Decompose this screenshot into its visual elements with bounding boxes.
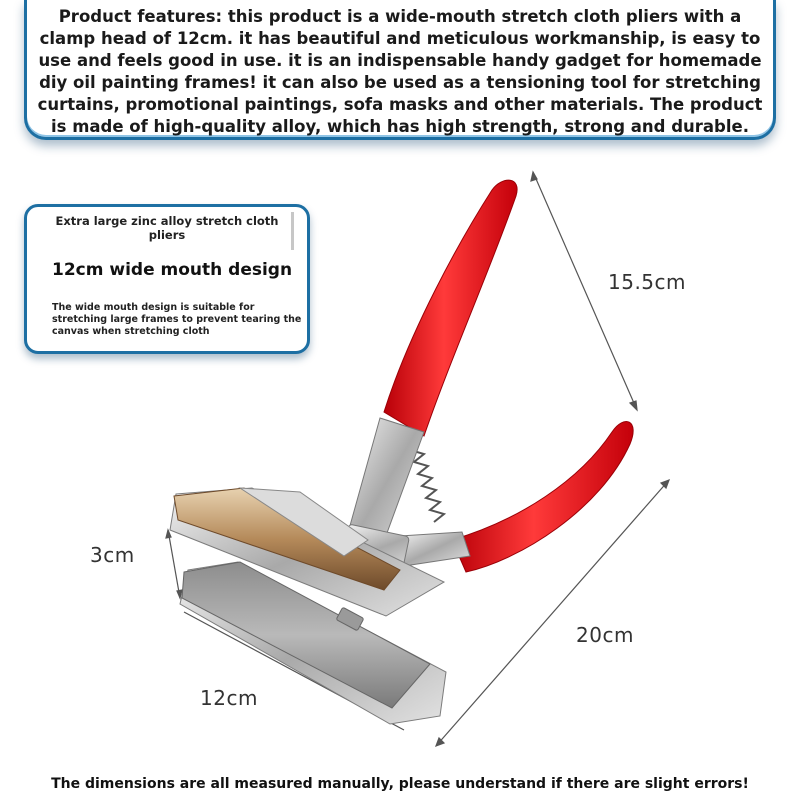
label-20cm: 20cm — [576, 623, 634, 647]
features-text: Product features: this product is a wide-mouth stretch cloth pliers with a clamp head of 12cm. it has beautiful and meticulous workmanship, is easy to use and feels good in use. it is an indispensable handy gadget for homemade diy oil painting frames! it can also be used as a tensioning tool for stretching curtains, promotional paintings, sofa masks and other materials. The product is made of high-quality alloy, which has high strength, strong and durable. — [37, 7, 763, 136]
label-3cm: 3cm — [90, 543, 135, 567]
label-15-5cm: 15.5cm — [608, 270, 687, 294]
dimension-line-3cm — [166, 530, 182, 598]
lower-arm — [400, 532, 470, 566]
callout-body: The wide mouth design is suitable for stretching large frames to prevent tearing the canvas when stretching cloth — [52, 302, 302, 337]
footer-note: The dimensions are all measured manually, please understand if there are slight errors! — [51, 776, 749, 792]
label-12cm: 12cm — [200, 686, 258, 710]
spring — [410, 450, 444, 522]
callout-title: Extra large zinc alloy stretch cloth pliers — [55, 214, 279, 242]
upper-handle-grip — [384, 180, 517, 436]
callout-heading: 12cm wide mouth design — [52, 260, 293, 280]
lower-handle-grip — [452, 422, 633, 572]
